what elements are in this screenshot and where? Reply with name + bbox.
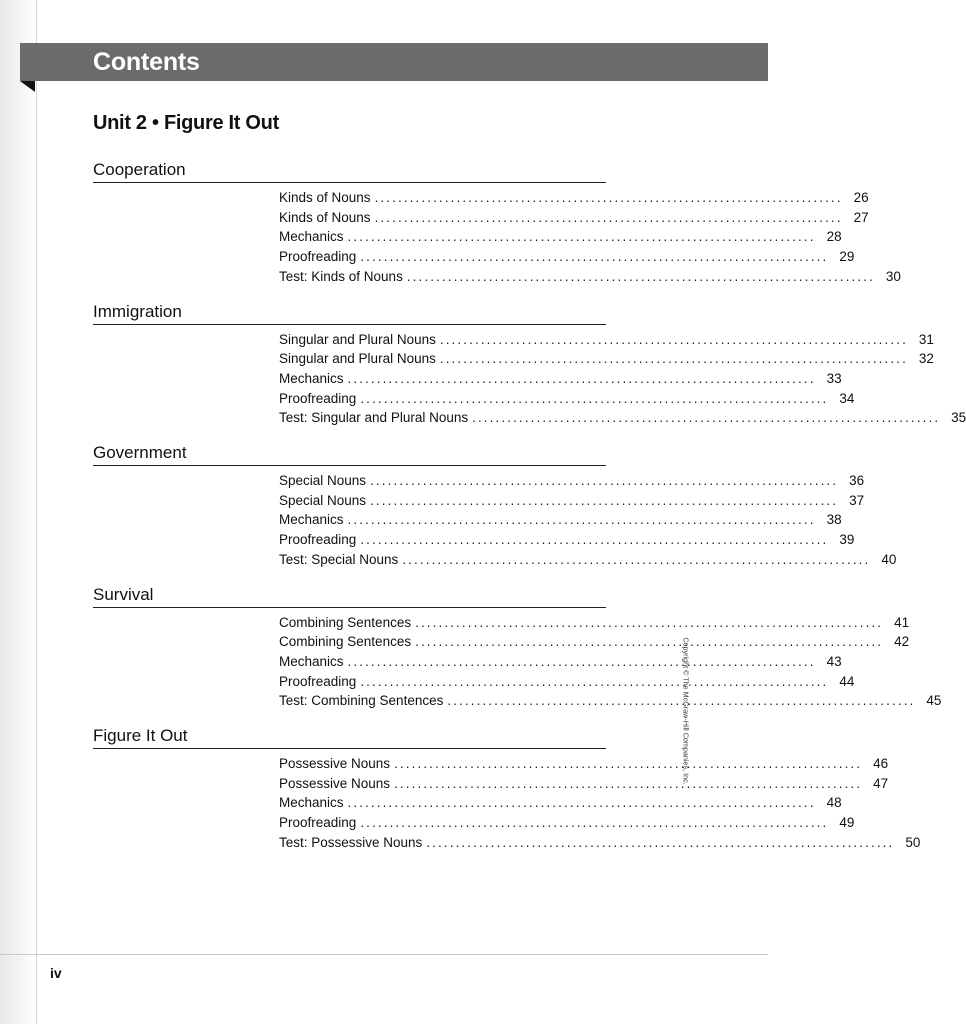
toc-entry-title: Kinds of Nouns [279, 190, 371, 205]
toc-entry[interactable] [279, 472, 865, 492]
page-number: iv [50, 965, 62, 981]
dot-leader: ................................................................................ [360, 532, 829, 548]
toc-entry[interactable] [279, 350, 934, 370]
toc-entry[interactable] [279, 248, 855, 268]
toc-entry[interactable] [279, 692, 942, 712]
toc-entry-title: Kinds of Nouns [279, 209, 371, 225]
dot-leader: ................................................................................ [360, 390, 829, 406]
toc-entry-page: 50 [905, 834, 921, 850]
toc-entry-title: Mechanics [279, 512, 344, 528]
toc-entry[interactable] [279, 653, 842, 673]
toc-entry[interactable] [279, 511, 842, 531]
dot-leader: ................................................................................ [360, 249, 829, 265]
toc-entry[interactable] [279, 370, 842, 390]
toc-entry[interactable] [279, 189, 869, 209]
dot-leader: ................................................................................ [347, 795, 816, 811]
toc-entry-title: Singular and Plural Nouns [279, 331, 436, 347]
section-figure-it-out [93, 724, 921, 866]
toc-entry-page: 42 [894, 634, 910, 650]
section-heading: Survival [93, 583, 606, 608]
section-government [93, 441, 897, 583]
section-cooperation [93, 158, 901, 300]
dot-leader: ................................................................................ [374, 209, 843, 225]
toc-entry-title: Mechanics [279, 795, 344, 811]
toc-entry-page: 48 [826, 795, 842, 811]
toc-entry-page: 45 [926, 693, 942, 709]
dot-leader: ................................................................................ [415, 614, 884, 630]
copyright-notice: Copyright © The McGraw-Hill Companies, Inc. [681, 637, 691, 785]
section-entries [279, 331, 966, 429]
toc-entry[interactable] [279, 673, 855, 693]
toc-entry-title: Mechanics [279, 653, 344, 669]
toc-entry-title: Proofreading [279, 673, 357, 689]
toc-entry-title: Test: Possessive Nouns [279, 834, 423, 850]
toc-entry[interactable] [279, 531, 855, 551]
toc-entry-title: Special Nouns [279, 492, 367, 508]
toc-entry-title: Proofreading [279, 390, 357, 406]
page-title: Contents [93, 48, 200, 76]
toc-entry-page: 49 [839, 815, 855, 831]
dot-leader: ................................................................................ [370, 473, 839, 488]
toc-entry-title: Special Nouns [279, 473, 367, 488]
toc-entry-title: Mechanics [279, 370, 344, 386]
section-heading: Figure It Out [93, 724, 606, 749]
toc-entry-page: 28 [826, 229, 842, 245]
toc-entry-page: 34 [839, 390, 855, 406]
toc-entry-page: 39 [839, 532, 855, 548]
toc-entry-title: Proofreading [279, 532, 357, 548]
toc-entry[interactable] [279, 633, 910, 653]
dot-leader: ................................................................................ [347, 229, 816, 245]
toc-entry-page: 38 [826, 512, 842, 528]
dot-leader: ................................................................................ [347, 370, 816, 386]
toc-entry[interactable] [279, 209, 869, 229]
toc-entry-page: 37 [849, 492, 865, 508]
toc-entry[interactable] [279, 228, 842, 248]
toc-entry-title: Mechanics [279, 229, 344, 245]
toc-entry[interactable] [279, 814, 855, 834]
toc-entry-page: 26 [853, 190, 869, 205]
toc-entry-title: Test: Special Nouns [279, 551, 399, 567]
dot-leader: ................................................................................ [360, 673, 829, 689]
toc-entry[interactable] [279, 614, 910, 634]
header-corner-tab [20, 81, 35, 92]
toc-entry[interactable] [279, 775, 889, 795]
toc-entry-page: 47 [873, 775, 889, 791]
dot-leader: ................................................................................ [374, 190, 843, 205]
dot-leader: ................................................................................ [402, 551, 871, 567]
dot-leader: ................................................................................ [447, 693, 916, 709]
toc-entry-page: 43 [826, 653, 842, 669]
toc-entry-title: Test: Combining Sentences [279, 693, 444, 709]
toc-entry[interactable] [279, 794, 842, 814]
section-heading: Government [93, 441, 606, 466]
toc-entry-title: Test: Singular and Plural Nouns [279, 410, 469, 426]
toc-entry[interactable] [279, 331, 934, 351]
dot-leader: ................................................................................ [426, 834, 895, 850]
toc-entry-page: 40 [881, 551, 897, 567]
toc-entry[interactable] [279, 492, 865, 512]
dot-leader: ................................................................................ [360, 815, 829, 831]
toc-entry-title: Possessive Nouns [279, 756, 391, 771]
toc-entry-title: Singular and Plural Nouns [279, 351, 436, 367]
toc-entry-page: 35 [951, 410, 966, 426]
page-binding-edge [0, 0, 37, 1024]
toc-entry-page: 27 [853, 209, 869, 225]
dot-leader: ................................................................................ [370, 492, 839, 508]
unit-title: Unit 2 • Figure It Out [93, 112, 279, 134]
toc-entry-title: Combining Sentences [279, 634, 412, 650]
toc-entry-title: Combining Sentences [279, 614, 412, 630]
toc-entry-title: Test: Kinds of Nouns [279, 268, 403, 284]
toc-entry-title: Proofreading [279, 815, 357, 831]
section-immigration [93, 300, 966, 442]
toc-entry-title: Possessive Nouns [279, 775, 391, 791]
dot-leader: ................................................................................ [472, 410, 941, 426]
dot-leader: ................................................................................ [439, 331, 908, 347]
toc-entry-page: 41 [894, 614, 910, 630]
dot-leader: ................................................................................ [347, 653, 816, 669]
dot-leader: ................................................................................ [394, 775, 863, 791]
toc-entry-page: 29 [839, 249, 855, 265]
toc-entry-page: 31 [918, 331, 934, 347]
dot-leader: ................................................................................ [406, 268, 875, 284]
toc-entry-page: 32 [918, 351, 934, 367]
toc-entry[interactable] [279, 755, 889, 775]
toc-entry-page: 33 [826, 370, 842, 386]
toc-entry-page: 46 [873, 756, 889, 771]
dot-leader: ................................................................................ [439, 351, 908, 367]
dot-leader: ................................................................................ [347, 512, 816, 528]
toc-entry-page: 44 [839, 673, 855, 689]
toc-entry-page: 36 [849, 473, 865, 488]
toc-entry-page: 30 [885, 268, 901, 284]
toc-entry[interactable] [279, 268, 901, 288]
section-entries [279, 755, 921, 853]
section-entries [279, 189, 901, 287]
dot-leader: ................................................................................ [415, 634, 884, 650]
footer-divider [0, 954, 768, 955]
toc-entry-title: Proofreading [279, 249, 357, 265]
toc-entry[interactable] [279, 390, 855, 410]
dot-leader: ................................................................................ [394, 756, 863, 771]
toc-entry[interactable] [279, 409, 966, 429]
section-heading: Cooperation [93, 158, 606, 183]
section-heading: Immigration [93, 300, 606, 325]
toc-entry[interactable] [279, 834, 921, 854]
section-entries [279, 472, 897, 570]
toc-entry[interactable] [279, 551, 897, 571]
